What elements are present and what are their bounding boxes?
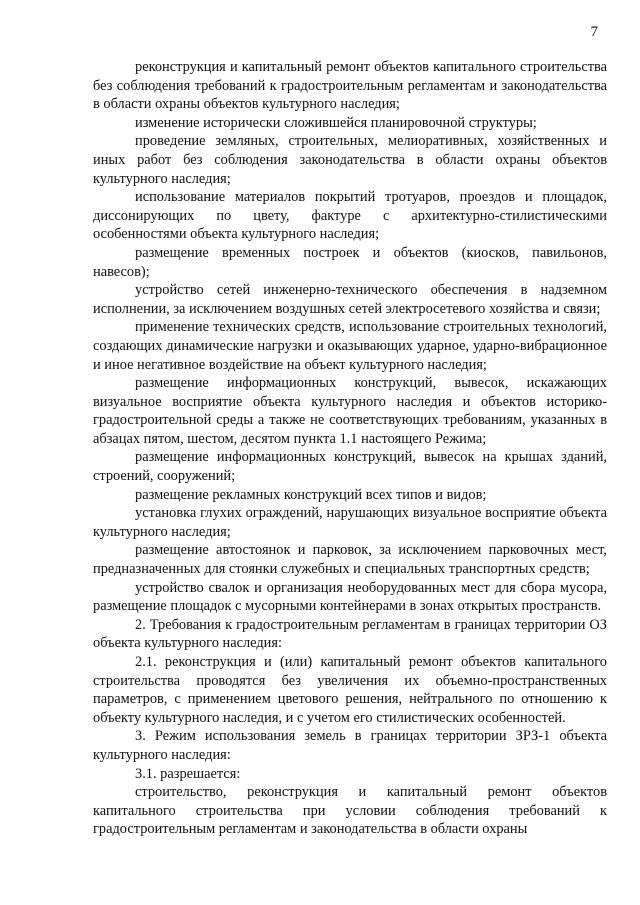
- paragraph: проведение земляных, строительных, мелиоративных, хозяйственных и иных работ без соблюдения законодательства в области охраны объектов культурного наследия;: [93, 133, 607, 187]
- paragraph: размещение автостоянок и парковок, за исключением парковочных мест, предназначенных для стоянки служебных и специальных транспортных средств;: [93, 542, 607, 578]
- document-body: [93, 58, 607, 839]
- paragraph: реконструкция и капитальный ремонт объектов капитального строительства без соблюдения требований к градостроительным регламентам и законодательства в области охраны объектов культурного наследия;: [93, 59, 607, 113]
- paragraph: применение технических средств, использование строительных технологий, создающих динамические нагрузки и оказывающих ударное, ударно-вибрационное и иное негативное воздействие на объект культурного наследия;: [93, 319, 607, 373]
- paragraph: строительство, реконструкция и капитальный ремонт объектов капитального строительства при условии соблюдения требований к градостроительным регламентам и законодательства в области охраны: [93, 784, 607, 838]
- paragraph: размещение рекламных конструкций всех типов и видов;: [135, 486, 487, 503]
- paragraph: размещение временных построек и объектов (киосков, павильонов, навесов);: [93, 244, 607, 280]
- section-heading: 2. Требования к градостроительным регламентам в границах территории ОЗ объекта культурного наследия:: [93, 616, 607, 652]
- paragraph: использование материалов покрытий тротуаров, проездов и площадок, диссонирующих по цвету, фактуре с архитектурно-стилистическими особенностями объекта культурного наследия;: [93, 189, 607, 243]
- section-heading: 3. Режим использования земель в границах территории ЗРЗ-1 объекта культурного наследия:: [93, 728, 607, 763]
- paragraph: размещение информационных конструкций, вывесок, искажающих визуальное восприятие объекта культурного наследия и объектов историко-градостроительной среды а также не соответствующих требованиям, указанных в абзацах пятом, шестом, десятом пункта 1.1 настоящего Режима;: [93, 375, 607, 447]
- paragraph: устройство сетей инженерно-технического обеспечения в надземном исполнении, за исключением воздушных сетей электросетевого хозяйства и связи;: [93, 282, 607, 317]
- paragraph: изменение исторически сложившейся планировочной структуры;: [135, 114, 537, 131]
- page-number: 7: [590, 24, 598, 40]
- paragraph: установка глухих ограждений, нарушающих визуальное восприятие объекта культурного наследия;: [93, 505, 607, 540]
- subsection-heading: 3.1. разрешается:: [135, 765, 241, 782]
- paragraph: устройство свалок и организация необорудованных мест для сбора мусора, размещение площадок с мусорными контейнерами в зонах открытых пространств.: [93, 579, 607, 615]
- paragraph: размещение информационных конструкций, вывесок на крышах зданий, строений, сооружений;: [93, 449, 607, 485]
- paragraph: 2.1. реконструкция и (или) капитальный ремонт объектов капитального строительства проводятся без увеличения их объемно-пространственных параметров, с применением цветового решения, нейтрального по отношению к объекту культурного наследия, и с учетом его стилистических особенностей.: [93, 654, 607, 726]
